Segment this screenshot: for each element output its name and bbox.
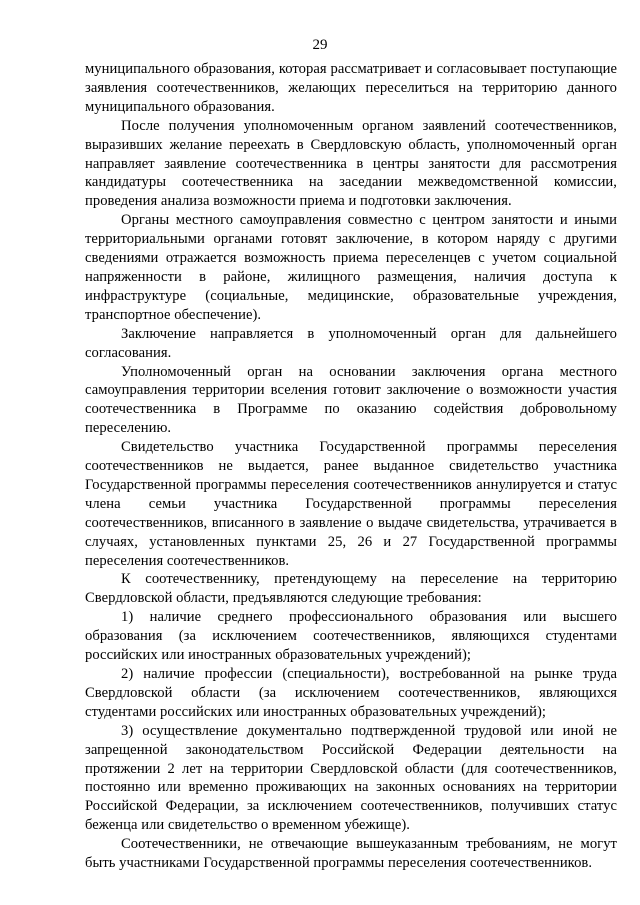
paragraph-conclusion-sent: Заключение направляется в уполномоченный орган для дальнейшего согласования. [85,325,617,361]
paragraph-requirement-1: 1) наличие среднего профессионального образования или высшего образования (за исключением соотечественников, являющихся студентами российских или иностранных образовательных учреждений); [85,609,617,664]
paragraph-continuation: муниципального образования, которая рассматривает и согласовывает поступающие заявления соотечественников, желающих переселиться на территорию данного муниципального образования. [85,61,617,115]
paragraph-requirement-2: 2) наличие профессии (специальности), востребованной на рынке труда Свердловской области (за исключением соотечественников, являющихся студентами российских или иностранных образовательных учреждений); [85,666,617,720]
document-body [85,60,617,873]
paragraph-non-eligible: Соотечественники, не отвечающие вышеуказанным требованиям, не могут быть участниками Государственной программы переселения соотечественников. [85,836,617,872]
paragraph-authorized-body-conclusion: Уполномоченный орган на основании заключения органа местного самоуправления территории вселения готовит заключение о возможности участия соотечественника в Программе по оказанию содействия добровольному переселению. [85,363,617,437]
paragraph-local-authorities-conclusion: Органы местного самоуправления совместно с центром занятости и иными территориальными органами готовят заключение, в котором наряду с другими сведениями отражается возможность приема переселенцев с учетом социальной напряженности в районе, жилищного размещения, наличия доступа к инфраструктуре (социальные, медицинские, образовательные учреждения, транспортное обеспечение). [85,212,617,323]
paragraph-certificate-annulment: Свидетельство участника Государственной программы переселения соотечественников не выдается, ранее выданное свидетельство участника Государственной программы переселения соотечественников аннулируется и статус члена семьи участника Государственной программы переселения соотечественников, вписанного в заявление о выдаче свидетельства, утрачивается в случаях, установленных пунктами 25, 26 и 27 Государственной программы переселения соотечественников. [85,439,617,569]
paragraph-requirements-intro: К соотечественнику, претендующему на переселение на территорию Свердловской области, предъявляются следующие требования: [85,571,617,607]
paragraph-requirement-3: 3) осуществление документально подтвержденной трудовой или иной не запрещенной законодательством Российской Федерации деятельности на протяжении 2 лет на территории Свердловской области (для соотечественников, постоянно или временно проживающих на законных основаниях на территории Российской Федерации, за исключением соотечественников, получивших статус беженца или свидетельство о временном убежище). [85,722,617,834]
page-number: 29 [312,37,328,53]
paragraph-applications-processing: После получения уполномоченным органом заявлений соотечественников, выразивших желание переехать в Свердловскую область, уполномоченный орган направляет заявление соотечественника в центры занятости для рассмотрения кандидатуры соотечественника на заседании межведомственной комиссии, проведения анализа возможности приема и подготовки заключения. [85,117,617,210]
